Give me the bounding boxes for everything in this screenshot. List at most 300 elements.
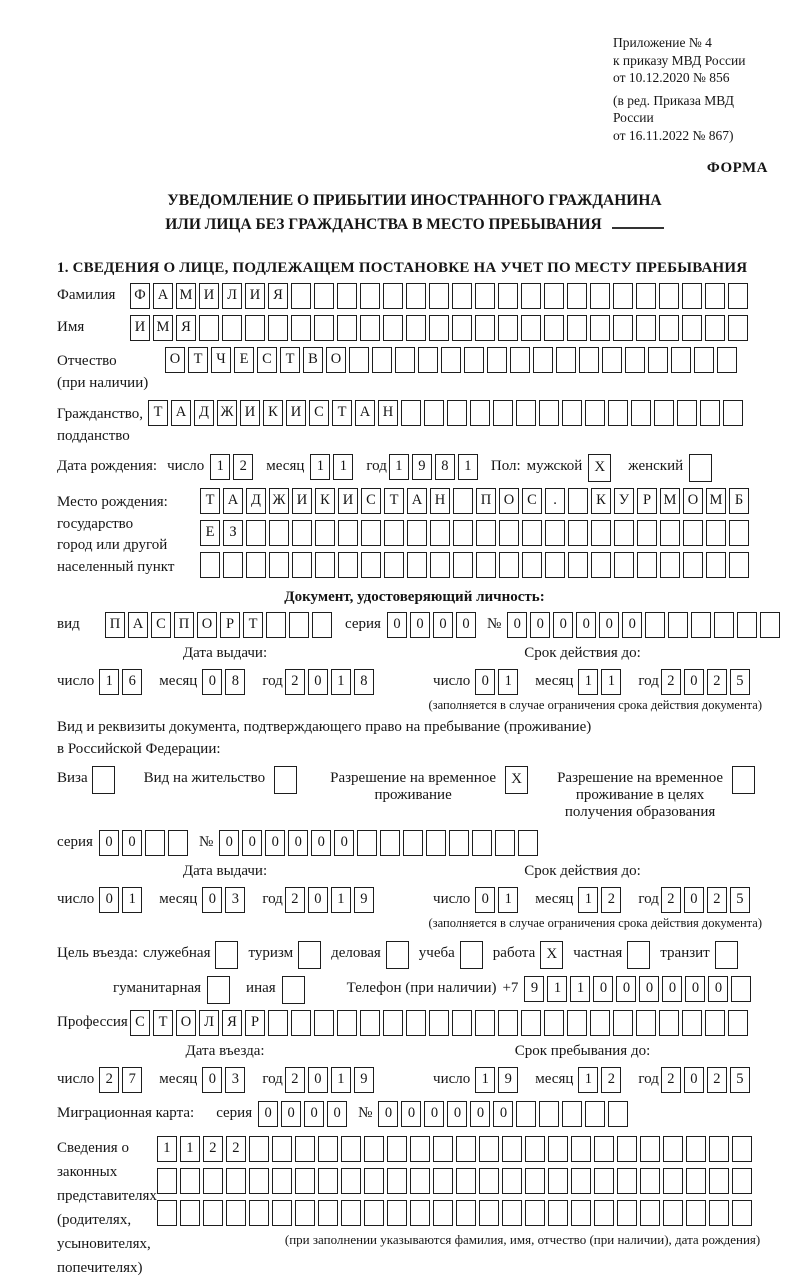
char-cell[interactable]: 0 [308, 887, 328, 913]
char-cell[interactable] [203, 1168, 223, 1194]
char-cell[interactable]: 0 [308, 1067, 328, 1093]
char-cell[interactable] [533, 347, 553, 373]
purpose-humanitarian-checkbox[interactable] [207, 976, 230, 1004]
char-cell[interactable] [525, 1168, 545, 1194]
char-cell[interactable]: 0 [424, 1101, 444, 1127]
char-cell[interactable]: 0 [708, 976, 728, 1002]
char-cell[interactable] [686, 1168, 706, 1194]
char-cell[interactable] [522, 520, 542, 546]
char-cell[interactable]: 8 [435, 454, 455, 480]
char-cell[interactable] [479, 1200, 499, 1226]
char-cell[interactable]: 0 [334, 830, 354, 856]
char-cell[interactable] [499, 520, 519, 546]
char-cell[interactable] [475, 283, 495, 309]
char-cell[interactable]: 0 [639, 976, 659, 1002]
char-cell[interactable] [709, 1136, 729, 1162]
char-cell[interactable] [700, 400, 720, 426]
char-cell[interactable] [686, 1136, 706, 1162]
char-cell[interactable] [608, 400, 628, 426]
purpose-private-checkbox[interactable] [627, 941, 650, 969]
char-cell[interactable] [571, 1168, 591, 1194]
char-cell[interactable]: З [223, 520, 243, 546]
char-cell[interactable] [157, 1200, 177, 1226]
char-cell[interactable] [545, 552, 565, 578]
char-cell[interactable] [706, 552, 726, 578]
char-cell[interactable]: А [407, 488, 427, 514]
char-cell[interactable] [498, 315, 518, 341]
char-cell[interactable]: В [303, 347, 323, 373]
char-cell[interactable]: 2 [707, 887, 727, 913]
char-cell[interactable] [499, 552, 519, 578]
char-cell[interactable] [548, 1168, 568, 1194]
char-cell[interactable] [360, 315, 380, 341]
char-cell[interactable] [452, 283, 472, 309]
char-cell[interactable]: С [257, 347, 277, 373]
char-cell[interactable] [410, 1200, 430, 1226]
char-cell[interactable]: 1 [122, 887, 142, 913]
char-cell[interactable]: 0 [308, 669, 328, 695]
char-cell[interactable]: 0 [530, 612, 550, 638]
char-cell[interactable] [737, 612, 757, 638]
char-cell[interactable]: 2 [285, 669, 305, 695]
char-cell[interactable] [636, 283, 656, 309]
char-cell[interactable]: И [286, 400, 306, 426]
rvp-checkbox[interactable]: X [505, 766, 528, 794]
char-cell[interactable] [682, 283, 702, 309]
char-cell[interactable] [384, 552, 404, 578]
char-cell[interactable]: 0 [599, 612, 619, 638]
char-cell[interactable] [728, 283, 748, 309]
char-cell[interactable] [479, 1168, 499, 1194]
char-cell[interactable]: Я [268, 283, 288, 309]
char-cell[interactable]: Т [384, 488, 404, 514]
char-cell[interactable] [585, 1101, 605, 1127]
char-cell[interactable] [200, 552, 220, 578]
purpose-work-checkbox[interactable]: X [540, 941, 563, 969]
char-cell[interactable]: 2 [601, 887, 621, 913]
char-cell[interactable]: К [591, 488, 611, 514]
char-cell[interactable] [659, 315, 679, 341]
char-cell[interactable] [312, 612, 332, 638]
char-cell[interactable] [594, 1168, 614, 1194]
char-cell[interactable] [516, 400, 536, 426]
char-cell[interactable]: А [355, 400, 375, 426]
char-cell[interactable]: 1 [578, 887, 598, 913]
char-cell[interactable]: 6 [122, 669, 142, 695]
char-cell[interactable] [453, 552, 473, 578]
char-cell[interactable] [456, 1168, 476, 1194]
char-cell[interactable] [732, 1168, 752, 1194]
char-cell[interactable] [625, 347, 645, 373]
char-cell[interactable] [406, 1010, 426, 1036]
purpose-official-checkbox[interactable] [215, 941, 238, 969]
char-cell[interactable]: К [263, 400, 283, 426]
char-cell[interactable]: 0 [219, 830, 239, 856]
char-cell[interactable]: 1 [180, 1136, 200, 1162]
char-cell[interactable] [315, 520, 335, 546]
char-cell[interactable]: 0 [576, 612, 596, 638]
char-cell[interactable] [502, 1168, 522, 1194]
char-cell[interactable] [705, 283, 725, 309]
char-cell[interactable]: 2 [661, 887, 681, 913]
char-cell[interactable] [268, 1010, 288, 1036]
char-cell[interactable]: 2 [707, 1067, 727, 1093]
char-cell[interactable] [659, 283, 679, 309]
char-cell[interactable] [591, 552, 611, 578]
char-cell[interactable]: Т [188, 347, 208, 373]
char-cell[interactable] [453, 520, 473, 546]
residence-permit-checkbox[interactable] [274, 766, 297, 794]
char-cell[interactable]: 1 [99, 669, 119, 695]
char-cell[interactable]: А [223, 488, 243, 514]
char-cell[interactable] [295, 1168, 315, 1194]
char-cell[interactable]: 1 [310, 454, 330, 480]
char-cell[interactable]: 5 [730, 1067, 750, 1093]
char-cell[interactable] [383, 315, 403, 341]
char-cell[interactable]: 2 [285, 887, 305, 913]
char-cell[interactable]: Т [153, 1010, 173, 1036]
male-checkbox[interactable]: X [588, 454, 611, 482]
char-cell[interactable] [349, 347, 369, 373]
char-cell[interactable] [691, 612, 711, 638]
char-cell[interactable]: 0 [327, 1101, 347, 1127]
char-cell[interactable] [226, 1200, 246, 1226]
char-cell[interactable]: 0 [311, 830, 331, 856]
char-cell[interactable] [544, 315, 564, 341]
char-cell[interactable] [663, 1136, 683, 1162]
char-cell[interactable] [410, 1136, 430, 1162]
char-cell[interactable]: М [153, 315, 173, 341]
char-cell[interactable]: С [309, 400, 329, 426]
char-cell[interactable]: И [240, 400, 260, 426]
char-cell[interactable]: М [660, 488, 680, 514]
char-cell[interactable] [590, 315, 610, 341]
char-cell[interactable] [289, 612, 309, 638]
char-cell[interactable] [694, 347, 714, 373]
char-cell[interactable] [269, 552, 289, 578]
char-cell[interactable]: Т [243, 612, 263, 638]
char-cell[interactable] [709, 1168, 729, 1194]
char-cell[interactable] [585, 400, 605, 426]
char-cell[interactable]: Р [245, 1010, 265, 1036]
char-cell[interactable] [433, 1200, 453, 1226]
char-cell[interactable] [732, 1136, 752, 1162]
char-cell[interactable]: 1 [331, 669, 351, 695]
char-cell[interactable] [341, 1200, 361, 1226]
char-cell[interactable] [544, 283, 564, 309]
char-cell[interactable] [337, 1010, 357, 1036]
female-checkbox[interactable] [689, 454, 712, 482]
char-cell[interactable]: 1 [498, 887, 518, 913]
char-cell[interactable] [357, 830, 377, 856]
char-cell[interactable] [292, 520, 312, 546]
char-cell[interactable]: 0 [122, 830, 142, 856]
char-cell[interactable]: Р [637, 488, 657, 514]
char-cell[interactable] [594, 1136, 614, 1162]
char-cell[interactable] [760, 612, 780, 638]
char-cell[interactable]: Я [222, 1010, 242, 1036]
char-cell[interactable] [226, 1168, 246, 1194]
char-cell[interactable] [568, 552, 588, 578]
char-cell[interactable]: 2 [661, 669, 681, 695]
char-cell[interactable] [410, 1168, 430, 1194]
char-cell[interactable] [495, 830, 515, 856]
char-cell[interactable]: 0 [401, 1101, 421, 1127]
char-cell[interactable]: 1 [578, 1067, 598, 1093]
char-cell[interactable] [476, 552, 496, 578]
char-cell[interactable] [545, 520, 565, 546]
char-cell[interactable]: Е [234, 347, 254, 373]
char-cell[interactable]: 0 [202, 887, 222, 913]
char-cell[interactable] [613, 315, 633, 341]
char-cell[interactable]: 9 [524, 976, 544, 1002]
char-cell[interactable] [660, 552, 680, 578]
char-cell[interactable]: Н [430, 488, 450, 514]
char-cell[interactable] [648, 347, 668, 373]
char-cell[interactable]: 1 [601, 669, 621, 695]
char-cell[interactable] [180, 1168, 200, 1194]
char-cell[interactable] [671, 347, 691, 373]
char-cell[interactable] [614, 520, 634, 546]
char-cell[interactable]: 0 [281, 1101, 301, 1127]
char-cell[interactable]: Ж [217, 400, 237, 426]
char-cell[interactable] [522, 552, 542, 578]
char-cell[interactable] [441, 347, 461, 373]
char-cell[interactable] [663, 1200, 683, 1226]
char-cell[interactable]: Н [378, 400, 398, 426]
char-cell[interactable] [269, 520, 289, 546]
char-cell[interactable]: 0 [616, 976, 636, 1002]
char-cell[interactable] [487, 347, 507, 373]
char-cell[interactable]: 2 [99, 1067, 119, 1093]
char-cell[interactable] [157, 1168, 177, 1194]
char-cell[interactable]: 0 [304, 1101, 324, 1127]
char-cell[interactable] [631, 400, 651, 426]
char-cell[interactable] [168, 830, 188, 856]
char-cell[interactable]: 0 [622, 612, 642, 638]
char-cell[interactable]: 0 [378, 1101, 398, 1127]
char-cell[interactable]: Т [280, 347, 300, 373]
char-cell[interactable] [387, 1136, 407, 1162]
char-cell[interactable] [705, 315, 725, 341]
char-cell[interactable] [705, 1010, 725, 1036]
char-cell[interactable] [249, 1136, 269, 1162]
char-cell[interactable] [637, 552, 657, 578]
char-cell[interactable]: Р [220, 612, 240, 638]
char-cell[interactable]: С [130, 1010, 150, 1036]
char-cell[interactable]: Т [332, 400, 352, 426]
char-cell[interactable] [731, 976, 751, 1002]
char-cell[interactable]: 1 [547, 976, 567, 1002]
char-cell[interactable]: 7 [122, 1067, 142, 1093]
char-cell[interactable]: 0 [433, 612, 453, 638]
char-cell[interactable] [614, 552, 634, 578]
char-cell[interactable] [728, 315, 748, 341]
char-cell[interactable] [249, 1168, 269, 1194]
char-cell[interactable] [361, 520, 381, 546]
char-cell[interactable] [456, 1200, 476, 1226]
char-cell[interactable] [493, 400, 513, 426]
char-cell[interactable] [318, 1136, 338, 1162]
char-cell[interactable] [525, 1136, 545, 1162]
char-cell[interactable] [318, 1168, 338, 1194]
char-cell[interactable] [714, 612, 734, 638]
char-cell[interactable]: А [171, 400, 191, 426]
char-cell[interactable] [686, 1200, 706, 1226]
char-cell[interactable] [613, 1010, 633, 1036]
char-cell[interactable] [406, 283, 426, 309]
char-cell[interactable] [295, 1136, 315, 1162]
char-cell[interactable] [383, 1010, 403, 1036]
char-cell[interactable] [407, 552, 427, 578]
char-cell[interactable]: 5 [730, 887, 750, 913]
char-cell[interactable]: 0 [288, 830, 308, 856]
char-cell[interactable] [568, 520, 588, 546]
char-cell[interactable] [683, 520, 703, 546]
char-cell[interactable]: 1 [157, 1136, 177, 1162]
char-cell[interactable] [314, 1010, 334, 1036]
char-cell[interactable] [476, 520, 496, 546]
char-cell[interactable]: 1 [389, 454, 409, 480]
char-cell[interactable]: 0 [475, 669, 495, 695]
char-cell[interactable]: Я [176, 315, 196, 341]
char-cell[interactable]: Л [222, 283, 242, 309]
char-cell[interactable]: 9 [354, 1067, 374, 1093]
char-cell[interactable] [516, 1101, 536, 1127]
char-cell[interactable]: 3 [225, 887, 245, 913]
char-cell[interactable] [475, 315, 495, 341]
char-cell[interactable]: Д [194, 400, 214, 426]
char-cell[interactable]: 2 [203, 1136, 223, 1162]
char-cell[interactable] [449, 830, 469, 856]
char-cell[interactable] [453, 488, 473, 514]
char-cell[interactable] [518, 830, 538, 856]
char-cell[interactable]: 0 [685, 976, 705, 1002]
char-cell[interactable]: . [545, 488, 565, 514]
char-cell[interactable] [502, 1200, 522, 1226]
char-cell[interactable] [567, 315, 587, 341]
char-cell[interactable] [318, 1200, 338, 1226]
char-cell[interactable]: 5 [730, 669, 750, 695]
char-cell[interactable]: О [683, 488, 703, 514]
char-cell[interactable] [502, 1136, 522, 1162]
char-cell[interactable] [544, 1010, 564, 1036]
purpose-other-checkbox[interactable] [282, 976, 305, 1004]
char-cell[interactable] [479, 1136, 499, 1162]
purpose-transit-checkbox[interactable] [715, 941, 738, 969]
char-cell[interactable]: 0 [662, 976, 682, 1002]
char-cell[interactable] [472, 830, 492, 856]
char-cell[interactable] [640, 1168, 660, 1194]
char-cell[interactable]: О [176, 1010, 196, 1036]
char-cell[interactable]: 0 [470, 1101, 490, 1127]
char-cell[interactable] [608, 1101, 628, 1127]
char-cell[interactable] [401, 400, 421, 426]
char-cell[interactable] [579, 347, 599, 373]
char-cell[interactable] [464, 347, 484, 373]
char-cell[interactable]: 0 [475, 887, 495, 913]
char-cell[interactable] [384, 520, 404, 546]
char-cell[interactable] [729, 520, 749, 546]
char-cell[interactable]: 0 [202, 1067, 222, 1093]
char-cell[interactable] [636, 315, 656, 341]
char-cell[interactable]: П [174, 612, 194, 638]
char-cell[interactable] [654, 400, 674, 426]
char-cell[interactable] [430, 520, 450, 546]
char-cell[interactable] [266, 612, 286, 638]
char-cell[interactable] [521, 283, 541, 309]
char-cell[interactable]: 0 [684, 669, 704, 695]
char-cell[interactable]: Ж [269, 488, 289, 514]
char-cell[interactable] [383, 283, 403, 309]
char-cell[interactable] [418, 347, 438, 373]
char-cell[interactable] [452, 315, 472, 341]
char-cell[interactable] [245, 315, 265, 341]
char-cell[interactable]: С [522, 488, 542, 514]
char-cell[interactable]: 9 [354, 887, 374, 913]
char-cell[interactable]: 2 [601, 1067, 621, 1093]
char-cell[interactable]: 8 [225, 669, 245, 695]
char-cell[interactable] [314, 315, 334, 341]
char-cell[interactable]: 1 [570, 976, 590, 1002]
char-cell[interactable] [407, 520, 427, 546]
char-cell[interactable] [590, 1010, 610, 1036]
char-cell[interactable]: 1 [475, 1067, 495, 1093]
char-cell[interactable] [268, 315, 288, 341]
char-cell[interactable]: 3 [225, 1067, 245, 1093]
char-cell[interactable]: 0 [265, 830, 285, 856]
char-cell[interactable] [525, 1200, 545, 1226]
char-cell[interactable]: 0 [593, 976, 613, 1002]
char-cell[interactable]: П [476, 488, 496, 514]
char-cell[interactable] [338, 520, 358, 546]
char-cell[interactable] [723, 400, 743, 426]
char-cell[interactable] [222, 315, 242, 341]
char-cell[interactable] [246, 552, 266, 578]
char-cell[interactable] [728, 1010, 748, 1036]
char-cell[interactable]: Б [729, 488, 749, 514]
char-cell[interactable]: 1 [458, 454, 478, 480]
char-cell[interactable]: О [326, 347, 346, 373]
char-cell[interactable] [433, 1136, 453, 1162]
char-cell[interactable] [452, 1010, 472, 1036]
char-cell[interactable]: 0 [387, 612, 407, 638]
char-cell[interactable] [668, 612, 688, 638]
char-cell[interactable]: 2 [233, 454, 253, 480]
char-cell[interactable]: О [165, 347, 185, 373]
char-cell[interactable] [456, 1136, 476, 1162]
char-cell[interactable] [295, 1200, 315, 1226]
char-cell[interactable] [660, 520, 680, 546]
char-cell[interactable]: Л [199, 1010, 219, 1036]
char-cell[interactable] [429, 315, 449, 341]
char-cell[interactable] [640, 1136, 660, 1162]
char-cell[interactable] [424, 400, 444, 426]
char-cell[interactable] [568, 488, 588, 514]
char-cell[interactable] [571, 1136, 591, 1162]
char-cell[interactable]: Е [200, 520, 220, 546]
char-cell[interactable] [429, 283, 449, 309]
char-cell[interactable] [732, 1200, 752, 1226]
char-cell[interactable] [539, 400, 559, 426]
char-cell[interactable] [682, 315, 702, 341]
char-cell[interactable]: 0 [447, 1101, 467, 1127]
char-cell[interactable] [272, 1136, 292, 1162]
char-cell[interactable] [613, 283, 633, 309]
char-cell[interactable] [663, 1168, 683, 1194]
char-cell[interactable] [539, 1101, 559, 1127]
char-cell[interactable]: Т [200, 488, 220, 514]
